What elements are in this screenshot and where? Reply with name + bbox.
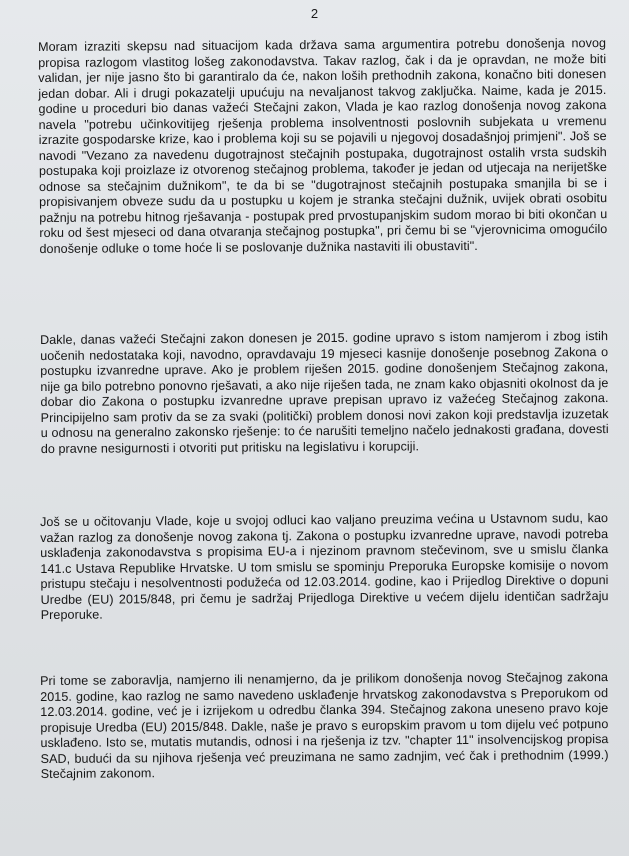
paragraph-2: Dakle, danas važeći Stečajni zakon donesen je 2015. godine upravo s istom namjerom i zbog istih uočenih nedostataka koji, navodno, opravdavaju 19 mjeseci kasnije donošenje posebnog Zakona o postupku izvanredne uprave. Ako je problem riješen 2015. godine donošenjem Stečajnog zakona, nije ga bilo potrebno ponovno rješavati, a ako nije riješen tada, ne znam kako objasniti okolnost da je dobar dio Zakona o postupku izvanredne uprave prepisan upravo iz važećeg Stečajnog zakona. Principijelno sam protiv da se za svaki (politički) problem donosi novi zakon koji predstavlja izuzetak u odnosu na generalno zakonsko rješenje: to će narušiti temeljno načelo jednakosti građana, dovesti do pravne nesigurnosti i otvoriti put pritisku na legislativu i korupciji. <box>40 329 609 456</box>
page-number: 2 <box>310 6 319 21</box>
paragraph-3: Još se u očitovanju Vlade, koje u svojoj odluci kao valjano preuzima većina u Ustavnom sudu, kao važan razlog za donošenje novog zakona tj. Zakona o postupku izvanredne uprave, navodi potreba usklađenja zakonodavstva s propisima EU-a i njezinom pravnom stečevinom, sve u smislu članka 141.c Ustava Republike Hrvatske. U tom smislu se spominju Preporuka Europske komisije o novom pristupu stečaju i nesolventnosti podužeća od 12.03.2014. godine, kao i Prijedlog Direktive o dopuni Uredbe (EU) 2015/848, pri čemu je sadržaj Prijedloga Direktive u većem dijelu identičan sadržaju Preporuke. <box>40 511 609 622</box>
paragraph-4: Pri tome se zaboravlja, namjerno ili nenamjerno, da je prilikom donošenja novog Stečajnog zakona 2015. godine, kao razlog ne samo navedeno usklađenje hrvatskog zakonodavstva s Preporukom od 12.03.2014. godine, već je i izrijekom u odredbu članka 394. Stečajnog zakona uneseno pravo koje propisuje Uredba (EU) 2015/848. Dakle, naše je pravo s europskim pravom u tom dijelu već potpuno usklađeno. Isto se, mutatis mutandis, odnosi i na rješenja iz tzv. "chapter 11" insolvencijskog propisa SAD, budući da su njihova rješenja već preuzimana ne samo zadnjim, već čak i prethodnim (1999.) Stečajnim zakonom. <box>40 670 609 781</box>
paragraph-1: Moram izraziti skepsu nad situacijom kada država sama argumentira potrebu donošenja novog propisa razlogom vlastitog lošeg zakonodavstva. Takav razlog, čak i da je opravdan, ne može biti validan, jer nije jasno što bi garantiralo da će, nakon loših prethodnih zakona, konačno biti donesen jedan dobar. Ali i drugi pokazatelji upućuju na nevaljanost takvog zaključka. Naime, kada je 2015. godine u proceduri bio danas važeći Stečajni zakon, Vlada je kao razlog donošenja novog zakona navela "potrebu učinkovitijeg rješenja problema insolventnosti poslovnih subjekata u vremenu izrazite gospodarske krize, kao i problema koji su se pojavili u njegovoj dosadašnjoj primjeni". Još se navodi "Vezano za navedenu dugotrajnost stečajnih postupaka, dugotrajnost ostalih vrsta sudskih postupaka koji proizlaze iz otvorenog stečajnog problema, također je jedan od utjecaja na nerijetške odnose sa stečajnim dužnikom", te da bi se "dugotrajnost stečajnih postupaka smanjila bi se i propisivanjem obveze sudu da u postupku u kojem je stranka stečajni dužnik, uvijek obrati osobitu pažnju na potrebu hitnog rješavanja - postupak pred prvostupanjskim sudom morao bi biti okončan u roku od šest mjeseci od dana otvaranja stečajnog postupka", pri čemu bi se "vjerovnicima omogućilo donošenje odluke o tome hoće li se poslovanje dužnika nastaviti ili obustaviti". <box>38 36 608 256</box>
